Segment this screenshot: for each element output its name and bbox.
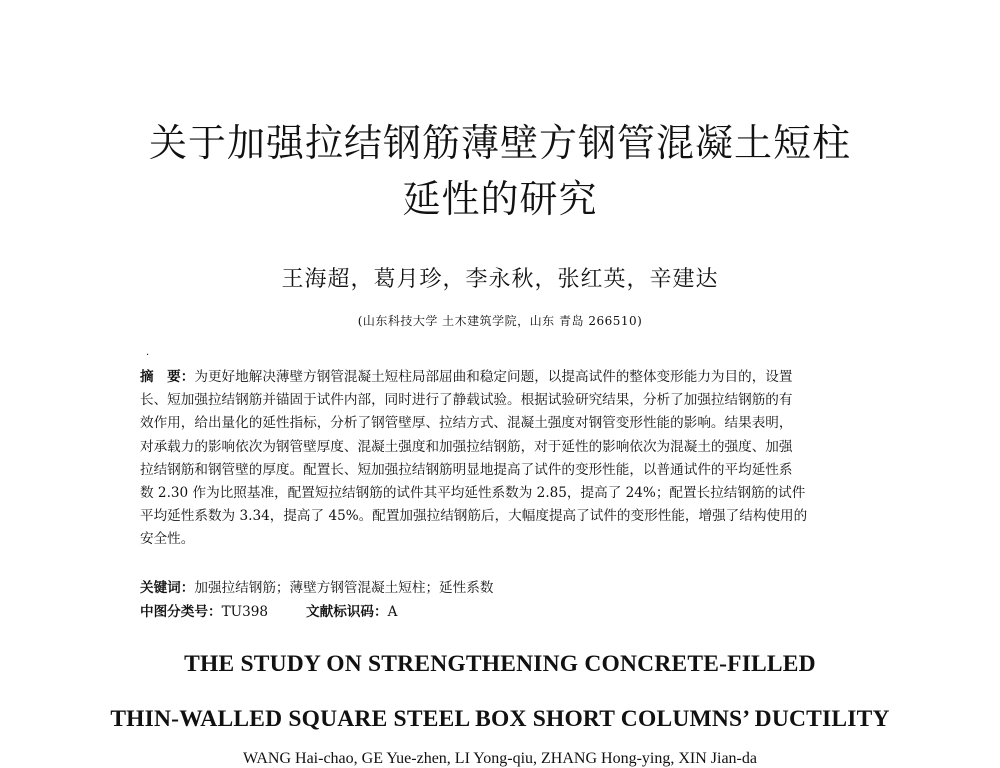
affiliation-cn: (山东科技大学 土木建筑学院，山东 青岛 266510) [357, 314, 643, 328]
abstract-line-2: 长、短加强拉结钢筋并锚固于试件内部，同时进行了静载试验。根据试验研究结果，分析了加强拉结钢筋的有 [140, 392, 793, 409]
clc-label: 中图分类号： [140, 604, 222, 620]
abstract-line-6: 数 2.30 作为比照基准，配置短拉结钢筋的试件其平均延性系数为 2.85，提高了 24%；配置长拉结钢筋的试件 [140, 485, 806, 502]
abstract-line-8: 安全性。 [140, 531, 195, 548]
classification [140, 600, 880, 620]
abstract-line-5: 拉结钢筋和钢管壁的厚度。配置长、短加强拉结钢筋明显地提高了试件的变形性能，以普通试件的平均延性系 [140, 461, 793, 478]
authors-en: WANG Hai-chao, GE Yue-zhen, LI Yong-qiu, ZHANG Hong-ying, XIN Jian-da [243, 750, 757, 767]
clc-value: TU398 [221, 604, 269, 620]
authors-cn: 王海超，葛月珍，李永秋，张红英，辛建达 [281, 267, 719, 292]
doc-code-label: 文献标识码： [306, 604, 388, 620]
title-cn-line2: 延性的研究 [402, 177, 598, 221]
title-en-line2: THIN-WALLED SQUARE STEEL BOX SHORT COLUMNS’ DUCTILITY [110, 706, 890, 732]
abstract-line-7: 平均延性系数为 3.34，提高了 45%。配置加强拉结钢筋后，大幅度提高了试件的变形性能，增强了结构使用的 [140, 508, 808, 525]
keywords [140, 576, 880, 596]
abstract [140, 366, 880, 552]
abstract-line-4: 对承载力的影响依次为钢管壁厚度、混凝土强度和加强拉结钢筋，对于延性的影响依次为混凝土的强度、加强 [140, 438, 793, 455]
stray-dot: · [146, 350, 150, 361]
abstract-label: 摘 要： [140, 369, 195, 385]
abstract-line-1: 摘 要：为更好地解决薄壁方钢管混凝土短柱局部屈曲和稳定问题，以提高试件的整体变形能力为目的，设置 [140, 369, 793, 385]
keywords-label: 关键词： [140, 580, 195, 596]
keywords-value: 加强拉结钢筋；薄壁方钢管混凝土短柱；延性系数 [194, 580, 494, 596]
doc-code-value: A [387, 604, 398, 620]
abstract-line-3: 效作用，给出量化的延性指标，分析了钢管壁厚、拉结方式、混凝土强度对钢管变形性能的影响。结果表明， [140, 415, 793, 432]
title-en-line1: THE STUDY ON STRENGTHENING CONCRETE-FILLED [184, 651, 816, 677]
title-cn-line1: 关于加强拉结钢筋薄壁方钢管混凝土短柱 [148, 121, 851, 165]
